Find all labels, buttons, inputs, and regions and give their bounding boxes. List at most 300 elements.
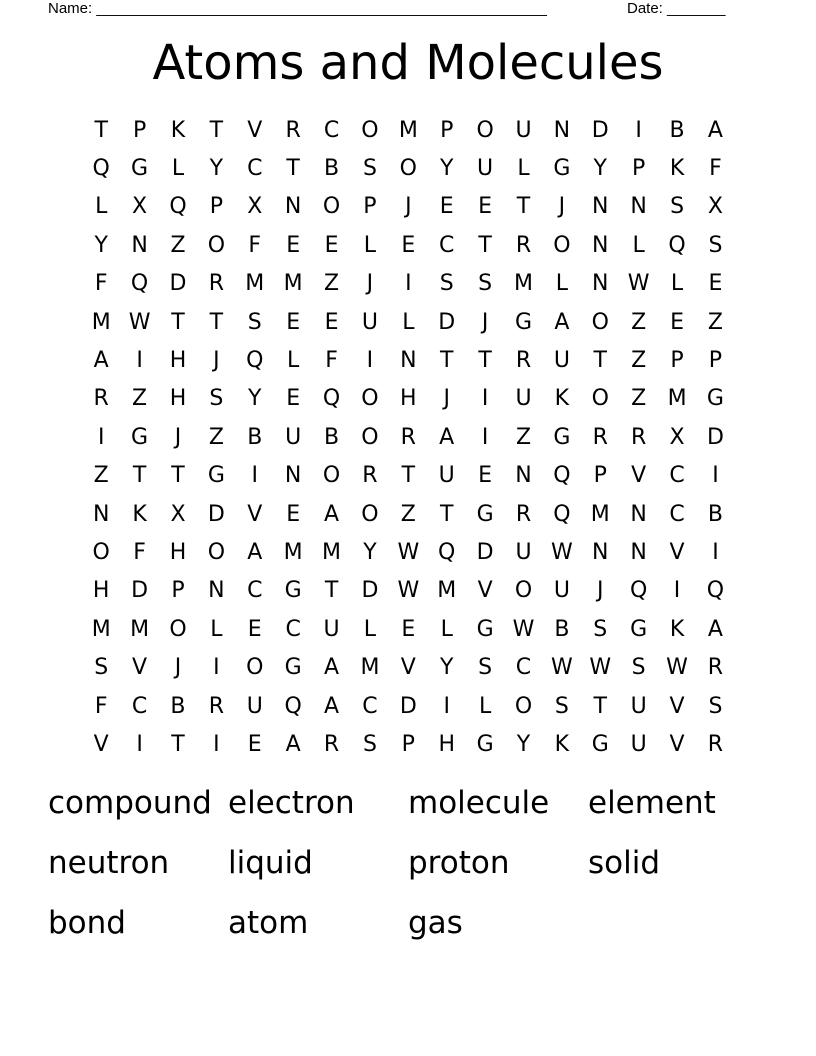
grid-letter[interactable]: L bbox=[440, 616, 453, 642]
grid-letter[interactable]: Z bbox=[631, 386, 647, 412]
grid-letter[interactable]: L bbox=[363, 616, 377, 642]
grid-letter[interactable]: G bbox=[630, 616, 648, 642]
grid-letter[interactable]: B bbox=[707, 501, 723, 527]
grid-letter[interactable]: R bbox=[362, 463, 378, 489]
grid-letter[interactable]: M bbox=[130, 616, 150, 642]
grid-letter[interactable]: N bbox=[592, 232, 609, 258]
grid-letter[interactable]: I bbox=[481, 424, 489, 450]
grid-letter[interactable]: L bbox=[171, 156, 185, 182]
grid-letter[interactable]: R bbox=[285, 117, 301, 143]
grid-letter[interactable]: O bbox=[246, 655, 264, 681]
grid-letter[interactable]: G bbox=[476, 501, 494, 527]
grid-letter[interactable]: T bbox=[209, 117, 224, 143]
word-bank-item: compound bbox=[48, 785, 212, 821]
grid-letter[interactable]: A bbox=[439, 424, 455, 450]
grid-letter[interactable]: G bbox=[284, 578, 302, 604]
grid-letter[interactable]: E bbox=[247, 731, 262, 757]
grid-letter[interactable]: I bbox=[635, 117, 642, 143]
grid-letter[interactable]: U bbox=[438, 463, 455, 489]
grid-letter[interactable]: I bbox=[213, 655, 220, 681]
grid-letter[interactable]: R bbox=[208, 271, 225, 297]
grid-letter[interactable]: C bbox=[669, 463, 685, 489]
grid-letter[interactable]: V bbox=[132, 655, 148, 681]
grid-letter[interactable]: O bbox=[322, 194, 341, 220]
grid-letter[interactable]: Q bbox=[169, 194, 187, 220]
grid-letter[interactable]: D bbox=[591, 117, 609, 143]
grid-letter[interactable]: R bbox=[631, 424, 647, 450]
grid-letter[interactable]: M bbox=[91, 616, 111, 642]
grid-letter[interactable]: X bbox=[170, 501, 186, 527]
grid-letter[interactable]: I bbox=[481, 386, 489, 412]
grid-letter[interactable]: D bbox=[476, 539, 494, 565]
grid-letter[interactable]: B bbox=[323, 156, 340, 182]
grid-letter[interactable]: J bbox=[366, 271, 374, 297]
grid-letter[interactable]: K bbox=[132, 501, 147, 527]
grid-letter[interactable]: S bbox=[209, 386, 224, 412]
grid-letter[interactable]: O bbox=[207, 232, 226, 258]
grid-letter[interactable]: O bbox=[361, 501, 379, 527]
grid-letter[interactable]: K bbox=[170, 117, 186, 143]
grid-letter[interactable]: U bbox=[553, 578, 570, 604]
grid-letter[interactable]: Q bbox=[553, 463, 571, 489]
grid-letter[interactable]: W bbox=[627, 271, 650, 297]
grid-letter[interactable]: S bbox=[439, 271, 454, 297]
grid-letter[interactable]: U bbox=[285, 424, 302, 450]
grid-letter[interactable]: W bbox=[666, 655, 688, 681]
grid-letter[interactable]: W bbox=[397, 539, 420, 565]
grid-letter[interactable]: J bbox=[443, 386, 450, 412]
grid-letter[interactable]: Q bbox=[668, 232, 686, 258]
grid-letter[interactable]: N bbox=[284, 194, 302, 220]
grid-letter[interactable]: M bbox=[322, 539, 342, 565]
grid-letter[interactable]: A bbox=[285, 731, 301, 757]
page-title: Atoms and Molecules bbox=[152, 35, 664, 91]
grid-letter[interactable]: I bbox=[712, 539, 719, 565]
grid-letter[interactable]: R bbox=[515, 501, 532, 527]
grid-letter[interactable]: S bbox=[478, 655, 493, 681]
grid-letter[interactable]: S bbox=[94, 655, 109, 681]
grid-letter[interactable]: Q bbox=[130, 271, 149, 297]
grid-letter[interactable]: B bbox=[247, 424, 263, 450]
grid-letter[interactable]: U bbox=[553, 348, 570, 374]
grid-letter[interactable]: R bbox=[93, 386, 109, 412]
grid-letter[interactable]: H bbox=[169, 539, 187, 565]
grid-letter[interactable]: L bbox=[670, 271, 684, 297]
grid-letter[interactable]: T bbox=[593, 693, 607, 719]
grid-letter[interactable]: O bbox=[553, 232, 571, 258]
grid-letter[interactable]: F bbox=[709, 156, 722, 182]
grid-letter[interactable]: O bbox=[476, 117, 494, 143]
word-bank-item: liquid bbox=[228, 845, 313, 881]
grid-letter[interactable]: S bbox=[247, 309, 262, 335]
grid-letter[interactable]: T bbox=[171, 463, 185, 489]
grid-letter[interactable]: G bbox=[207, 463, 225, 489]
grid-letter[interactable]: T bbox=[286, 156, 300, 182]
grid-letter[interactable]: J bbox=[174, 655, 182, 681]
grid-letter[interactable]: Q bbox=[284, 693, 302, 719]
grid-letter[interactable]: P bbox=[132, 117, 147, 143]
grid-letter[interactable]: L bbox=[402, 309, 415, 335]
grid-letter[interactable]: N bbox=[592, 539, 609, 565]
grid-letter[interactable]: S bbox=[670, 194, 685, 220]
grid-letter[interactable]: D bbox=[399, 693, 417, 719]
grid-letter[interactable]: U bbox=[515, 539, 532, 565]
grid-letter[interactable]: L bbox=[363, 232, 377, 258]
grid-letter[interactable]: E bbox=[670, 309, 684, 335]
grid-letter[interactable]: E bbox=[324, 232, 339, 258]
grid-letter[interactable]: U bbox=[515, 117, 532, 143]
grid-letter[interactable]: K bbox=[669, 616, 685, 642]
grid-letter[interactable]: L bbox=[287, 348, 300, 374]
grid-letter[interactable]: W bbox=[551, 539, 573, 565]
grid-letter[interactable]: F bbox=[94, 693, 108, 719]
grid-letter[interactable]: D bbox=[131, 578, 149, 604]
grid-letter[interactable]: T bbox=[478, 232, 492, 258]
grid-letter[interactable]: S bbox=[708, 693, 723, 719]
grid-letter[interactable]: A bbox=[554, 309, 570, 335]
grid-letter[interactable]: M bbox=[590, 501, 610, 527]
grid-letter[interactable]: T bbox=[593, 348, 607, 374]
grid-letter[interactable]: Y bbox=[363, 539, 377, 565]
grid-letter[interactable]: O bbox=[361, 117, 379, 143]
grid-letter[interactable]: T bbox=[171, 731, 185, 757]
grid-letter[interactable]: J bbox=[558, 194, 566, 220]
grid-letter[interactable]: U bbox=[515, 386, 532, 412]
grid-letter[interactable]: C bbox=[131, 693, 148, 719]
grid-letter[interactable]: A bbox=[324, 655, 340, 681]
grid-letter[interactable]: E bbox=[324, 309, 339, 335]
grid-letter[interactable]: M bbox=[398, 117, 418, 143]
word-bank-item: electron bbox=[228, 785, 355, 821]
grid-letter[interactable]: Y bbox=[248, 386, 262, 412]
grid-letter[interactable]: A bbox=[324, 501, 340, 527]
grid-letter[interactable]: M bbox=[360, 655, 380, 681]
grid-letter[interactable]: O bbox=[322, 463, 341, 489]
grid-letter[interactable]: I bbox=[213, 731, 220, 757]
grid-letter[interactable]: G bbox=[476, 731, 494, 757]
grid-letter[interactable]: J bbox=[405, 194, 412, 220]
grid-letter[interactable]: S bbox=[362, 156, 377, 182]
grid-letter[interactable]: D bbox=[706, 424, 724, 450]
grid-letter[interactable]: F bbox=[94, 271, 108, 297]
grid-letter[interactable]: M bbox=[91, 309, 111, 335]
grid-letter[interactable]: O bbox=[514, 693, 533, 719]
grid-letter[interactable]: Y bbox=[439, 655, 454, 681]
grid-letter[interactable]: T bbox=[478, 348, 492, 374]
grid-letter[interactable]: R bbox=[707, 731, 724, 757]
grid-letter[interactable]: K bbox=[554, 731, 570, 757]
grid-letter[interactable]: T bbox=[401, 463, 416, 489]
grid-letter[interactable]: Z bbox=[631, 309, 647, 335]
grid-letter[interactable]: N bbox=[208, 578, 225, 604]
grid-letter[interactable]: G bbox=[706, 386, 724, 412]
grid-letter[interactable]: T bbox=[132, 463, 147, 489]
grid-letter[interactable]: R bbox=[323, 731, 340, 757]
grid-letter[interactable]: K bbox=[669, 156, 685, 182]
grid-letter[interactable]: O bbox=[92, 539, 110, 565]
grid-letter[interactable]: P bbox=[670, 348, 684, 374]
grid-letter[interactable]: N bbox=[400, 348, 417, 374]
grid-letter[interactable]: V bbox=[669, 731, 685, 757]
grid-letter[interactable]: Q bbox=[553, 501, 571, 527]
word-search-grid bbox=[82, 111, 735, 764]
worksheet-header bbox=[48, 0, 740, 20]
grid-letter[interactable]: L bbox=[478, 693, 492, 719]
grid-letter[interactable]: O bbox=[591, 309, 609, 335]
grid-letter[interactable]: N bbox=[630, 539, 647, 565]
grid-letter[interactable]: E bbox=[439, 194, 454, 220]
grid-letter[interactable]: T bbox=[324, 578, 339, 604]
grid-letter[interactable]: C bbox=[515, 655, 532, 681]
grid-letter[interactable]: V bbox=[631, 463, 647, 489]
grid-letter[interactable]: G bbox=[591, 731, 609, 757]
grid-letter[interactable]: E bbox=[478, 194, 493, 220]
grid-letter[interactable]: F bbox=[133, 539, 146, 565]
grid-letter[interactable]: M bbox=[514, 271, 533, 297]
grid-letter[interactable]: I bbox=[136, 731, 143, 757]
grid-letter[interactable]: Q bbox=[246, 348, 264, 374]
grid-letter[interactable]: I bbox=[366, 348, 374, 374]
grid-letter[interactable]: O bbox=[207, 539, 226, 565]
word-bank-item: bond bbox=[48, 905, 126, 941]
grid-letter[interactable]: N bbox=[553, 117, 571, 143]
grid-letter[interactable]: Q bbox=[706, 578, 725, 604]
grid-letter[interactable]: M bbox=[245, 271, 265, 297]
grid-letter[interactable]: G bbox=[476, 616, 494, 642]
grid-letter[interactable]: B bbox=[669, 117, 685, 143]
grid-letter[interactable]: S bbox=[554, 693, 569, 719]
grid-letter[interactable]: O bbox=[361, 424, 379, 450]
grid-letter[interactable]: X bbox=[132, 194, 148, 220]
grid-letter[interactable]: U bbox=[477, 156, 494, 182]
grid-letter[interactable]: P bbox=[401, 731, 415, 757]
grid-letter[interactable]: Z bbox=[208, 424, 224, 450]
grid-letter[interactable]: C bbox=[247, 156, 263, 182]
grid-letter[interactable]: Q bbox=[438, 539, 456, 565]
grid-letter[interactable]: R bbox=[707, 655, 724, 681]
grid-letter[interactable]: C bbox=[362, 693, 378, 719]
grid-letter[interactable]: A bbox=[707, 616, 723, 642]
grid-letter[interactable]: E bbox=[247, 616, 262, 642]
grid-letter[interactable]: U bbox=[630, 693, 647, 719]
grid-letter[interactable]: Y bbox=[209, 156, 224, 182]
grid-letter[interactable]: E bbox=[286, 309, 301, 335]
grid-letter[interactable]: V bbox=[400, 655, 416, 681]
grid-letter[interactable]: G bbox=[514, 309, 533, 335]
grid-letter[interactable]: V bbox=[669, 539, 685, 565]
grid-letter[interactable]: B bbox=[323, 424, 340, 450]
grid-letter[interactable]: G bbox=[553, 424, 571, 450]
grid-letter[interactable]: Q bbox=[92, 156, 110, 182]
grid-letter[interactable]: Z bbox=[631, 348, 647, 374]
grid-letter[interactable]: H bbox=[92, 578, 110, 604]
grid-letter[interactable]: Z bbox=[400, 501, 416, 527]
grid-letter[interactable]: O bbox=[361, 386, 379, 412]
grid-letter[interactable]: M bbox=[283, 271, 303, 297]
grid-letter[interactable]: N bbox=[592, 194, 609, 220]
grid-letter[interactable]: O bbox=[514, 578, 533, 604]
grid-letter[interactable]: G bbox=[131, 156, 149, 182]
grid-letter[interactable]: B bbox=[554, 616, 570, 642]
grid-letter[interactable]: R bbox=[592, 424, 608, 450]
grid-letter[interactable]: S bbox=[631, 655, 646, 681]
grid-letter[interactable]: N bbox=[630, 194, 647, 220]
grid-letter[interactable]: T bbox=[516, 194, 531, 220]
grid-letter[interactable]: H bbox=[400, 386, 417, 412]
grid-letter[interactable]: O bbox=[399, 156, 417, 182]
grid-letter[interactable]: D bbox=[361, 578, 379, 604]
grid-letter[interactable]: I bbox=[136, 348, 143, 374]
grid-letter[interactable]: W bbox=[128, 309, 151, 335]
grid-letter[interactable]: V bbox=[247, 117, 263, 143]
grid-letter[interactable]: U bbox=[361, 309, 378, 335]
grid-letter[interactable]: T bbox=[439, 348, 454, 374]
grid-letter[interactable]: H bbox=[169, 386, 187, 412]
grid-letter[interactable]: C bbox=[285, 616, 301, 642]
grid-letter[interactable]: J bbox=[597, 578, 604, 604]
grid-letter[interactable]: P bbox=[632, 156, 646, 182]
grid-letter[interactable]: E bbox=[286, 386, 301, 412]
grid-letter[interactable]: H bbox=[169, 348, 187, 374]
grid-letter[interactable]: N bbox=[131, 232, 148, 258]
grid-letter[interactable]: T bbox=[94, 117, 108, 143]
grid-letter[interactable]: Z bbox=[93, 463, 109, 489]
grid-letter[interactable]: Y bbox=[439, 156, 454, 182]
grid-letter[interactable]: L bbox=[210, 616, 223, 642]
grid-letter[interactable]: Y bbox=[94, 232, 108, 258]
grid-letter[interactable]: R bbox=[515, 348, 532, 374]
grid-letter[interactable]: N bbox=[284, 463, 302, 489]
grid-letter[interactable]: I bbox=[97, 424, 105, 450]
grid-letter[interactable]: C bbox=[439, 232, 455, 258]
grid-letter[interactable]: E bbox=[286, 232, 301, 258]
grid-letter[interactable]: G bbox=[284, 655, 302, 681]
grid-letter[interactable]: C bbox=[323, 117, 340, 143]
grid-letter[interactable]: T bbox=[171, 309, 185, 335]
grid-letter[interactable]: L bbox=[555, 271, 569, 297]
grid-letter[interactable]: T bbox=[439, 501, 454, 527]
grid-letter[interactable]: J bbox=[174, 424, 182, 450]
grid-letter[interactable]: V bbox=[93, 731, 109, 757]
grid-letter[interactable]: W bbox=[512, 616, 535, 642]
grid-letter[interactable]: I bbox=[405, 271, 412, 297]
grid-letter[interactable]: X bbox=[247, 194, 263, 220]
grid-letter[interactable]: L bbox=[632, 232, 645, 258]
grid-letter[interactable]: C bbox=[669, 501, 685, 527]
grid-letter[interactable]: P bbox=[708, 348, 723, 374]
grid-letter[interactable]: R bbox=[208, 693, 225, 719]
grid-letter[interactable]: N bbox=[630, 501, 647, 527]
grid-letter[interactable]: E bbox=[286, 501, 301, 527]
grid-letter[interactable]: E bbox=[401, 616, 416, 642]
grid-letter[interactable]: H bbox=[438, 731, 455, 757]
grid-letter[interactable]: P bbox=[440, 117, 454, 143]
grid-letter[interactable]: A bbox=[324, 693, 340, 719]
grid-letter[interactable]: I bbox=[673, 578, 681, 604]
grid-letter[interactable]: A bbox=[93, 348, 109, 374]
grid-letter[interactable]: F bbox=[325, 348, 338, 374]
word-bank-item: gas bbox=[408, 905, 463, 941]
grid-letter[interactable]: R bbox=[400, 424, 416, 450]
grid-letter[interactable]: S bbox=[593, 616, 608, 642]
word-bank-item: solid bbox=[588, 845, 661, 881]
grid-letter[interactable]: P bbox=[171, 578, 185, 604]
date-field[interactable]: Date: _______ bbox=[627, 0, 726, 17]
grid-letter[interactable]: W bbox=[589, 655, 612, 681]
grid-letter[interactable]: A bbox=[247, 539, 263, 565]
grid-letter[interactable]: J bbox=[213, 348, 220, 374]
grid-letter[interactable]: T bbox=[209, 309, 224, 335]
grid-letter[interactable]: N bbox=[92, 501, 110, 527]
grid-letter[interactable]: W bbox=[397, 578, 420, 604]
grid-letter[interactable]: S bbox=[362, 731, 377, 757]
grid-letter[interactable]: Y bbox=[593, 156, 607, 182]
grid-letter[interactable]: L bbox=[95, 194, 108, 220]
grid-letter[interactable]: S bbox=[478, 271, 493, 297]
name-field[interactable]: Name: ______________________________________________________ bbox=[48, 0, 547, 17]
grid-letter[interactable]: D bbox=[438, 309, 456, 335]
grid-letter[interactable]: G bbox=[553, 156, 571, 182]
grid-letter[interactable]: G bbox=[131, 424, 149, 450]
grid-letter[interactable]: I bbox=[712, 463, 719, 489]
grid-letter[interactable]: N bbox=[592, 271, 609, 297]
grid-letter[interactable]: Z bbox=[707, 309, 723, 335]
grid-letter[interactable]: O bbox=[169, 616, 187, 642]
grid-letter[interactable]: U bbox=[323, 616, 340, 642]
grid-letter[interactable]: L bbox=[517, 156, 530, 182]
grid-letter[interactable]: I bbox=[443, 693, 450, 719]
grid-letter[interactable]: P bbox=[593, 463, 607, 489]
grid-letter[interactable]: X bbox=[707, 194, 723, 220]
grid-letter[interactable]: W bbox=[551, 655, 573, 681]
grid-letter[interactable]: Z bbox=[170, 232, 186, 258]
grid-letter[interactable]: Q bbox=[322, 386, 341, 412]
grid-letter[interactable]: P bbox=[363, 194, 377, 220]
grid-letter[interactable]: M bbox=[437, 578, 457, 604]
grid-letter[interactable]: S bbox=[708, 232, 723, 258]
grid-letter[interactable]: Z bbox=[324, 271, 340, 297]
grid-letter[interactable]: B bbox=[170, 693, 186, 719]
grid-letter[interactable]: K bbox=[554, 386, 570, 412]
grid-letter[interactable]: Z bbox=[132, 386, 148, 412]
grid-letter[interactable]: Y bbox=[516, 731, 531, 757]
grid-letter[interactable]: Z bbox=[515, 424, 532, 450]
grid-letter[interactable]: V bbox=[669, 693, 685, 719]
grid-letter[interactable]: X bbox=[669, 424, 685, 450]
grid-letter[interactable]: C bbox=[247, 578, 263, 604]
grid-letter[interactable]: R bbox=[515, 232, 532, 258]
grid-letter[interactable]: J bbox=[481, 309, 489, 335]
grid-letter[interactable]: F bbox=[248, 232, 262, 258]
grid-letter[interactable]: I bbox=[251, 463, 258, 489]
grid-letter[interactable]: M bbox=[283, 539, 303, 565]
grid-letter[interactable]: E bbox=[478, 463, 493, 489]
grid-letter[interactable]: O bbox=[591, 386, 609, 412]
grid-letter[interactable]: A bbox=[707, 117, 723, 143]
grid-letter[interactable]: N bbox=[515, 463, 532, 489]
grid-letter[interactable]: M bbox=[667, 386, 687, 412]
grid-letter[interactable]: V bbox=[247, 501, 263, 527]
grid-letter[interactable]: D bbox=[207, 501, 225, 527]
grid-letter[interactable]: P bbox=[209, 194, 223, 220]
grid-letter[interactable]: U bbox=[246, 693, 263, 719]
grid-letter[interactable]: D bbox=[169, 271, 187, 297]
grid-letter[interactable]: E bbox=[708, 271, 723, 297]
grid-letter[interactable]: Q bbox=[630, 578, 648, 604]
grid-letter[interactable]: V bbox=[477, 578, 493, 604]
grid-letter[interactable]: U bbox=[630, 731, 647, 757]
grid-letter[interactable]: E bbox=[401, 232, 416, 258]
